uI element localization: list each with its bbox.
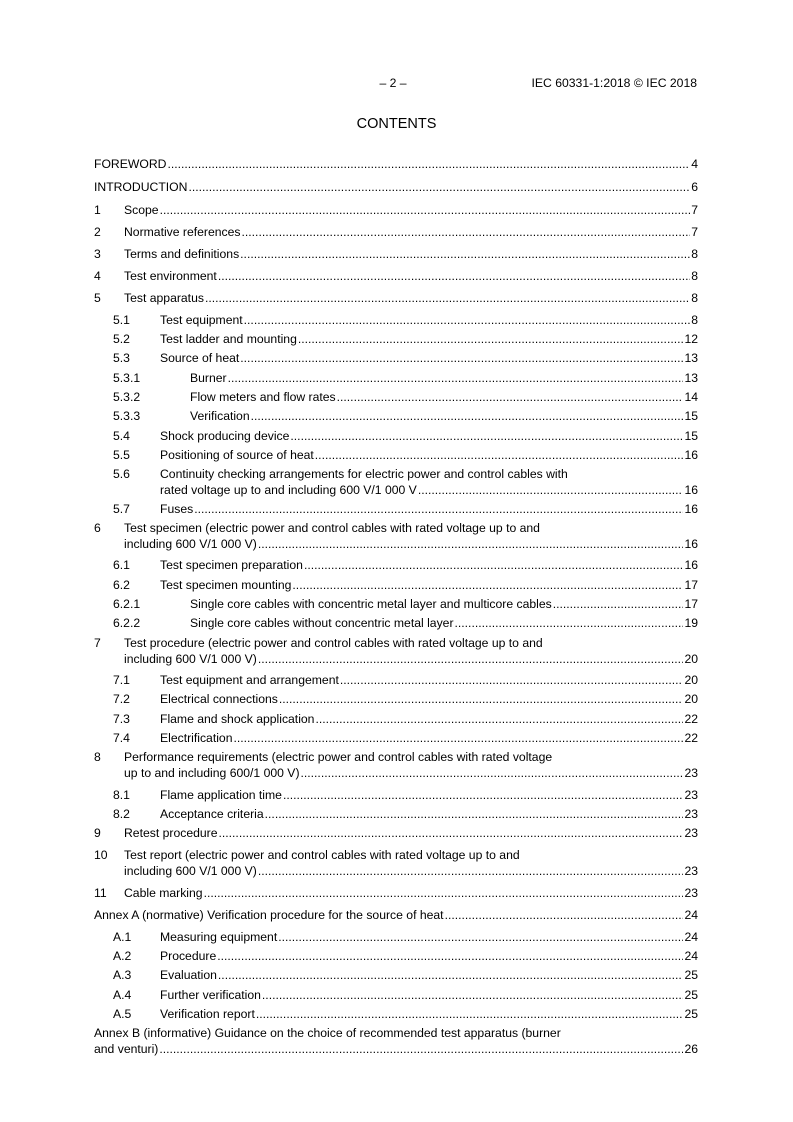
- toc-leader-dots: [258, 652, 684, 667]
- toc-entry[interactable]: [94, 908, 698, 923]
- toc-entry-number: 5.3.2: [113, 390, 141, 404]
- toc-page-number: 12: [684, 332, 698, 346]
- toc-entry-number: 5.2: [113, 332, 130, 346]
- toc-page-number: 15: [684, 429, 698, 443]
- toc-leader-dots: [418, 483, 684, 498]
- toc-entry-number: 5.5: [113, 448, 130, 462]
- toc-leader-dots: [256, 1007, 684, 1022]
- toc-leader-dots: [279, 692, 684, 707]
- toc-entry-number: 5.6: [113, 467, 130, 481]
- toc-entry-title: Annex A (normative) Verification procedure for the source of heat: [94, 908, 444, 922]
- toc-entry-title: Shock producing device: [160, 429, 290, 443]
- toc-entry[interactable]: [94, 247, 698, 262]
- toc-page-number: 25: [684, 988, 698, 1002]
- toc-entry[interactable]: [94, 731, 698, 746]
- toc-entry-number: 5.7: [113, 502, 130, 516]
- toc-entry-title: Flame and shock application: [160, 712, 315, 726]
- toc-entry[interactable]: [94, 409, 698, 424]
- toc-page-number: 25: [684, 968, 698, 982]
- toc-page-number: 7: [691, 225, 698, 239]
- toc-entry[interactable]: [94, 390, 698, 405]
- toc-entry-title: Test report (electric power and control cables with rated voltage up to and: [124, 848, 520, 862]
- toc-page-number: 19: [684, 616, 698, 630]
- toc-leader-dots: [219, 826, 684, 841]
- toc-entry-title: FOREWORD: [94, 157, 167, 171]
- toc-entry[interactable]: [94, 313, 698, 328]
- toc-leader-dots: [445, 908, 684, 923]
- toc-entry-number: 6.2: [113, 578, 130, 592]
- toc-entry-title: Performance requirements (electric power and control cables with rated voltage: [124, 750, 553, 764]
- toc-entry-number: 6.1: [113, 558, 130, 572]
- page-number: – 2 –: [379, 76, 407, 90]
- toc-entry-title: Annex B (informative) Guidance on the choice of recommended test apparatus (burner: [94, 1026, 561, 1040]
- toc-leader-dots: [218, 269, 690, 284]
- toc-entry[interactable]: [94, 558, 698, 573]
- toc-leader-dots: [240, 247, 690, 262]
- toc-page-number: 8: [691, 269, 698, 283]
- toc-page-number: 20: [684, 652, 698, 666]
- toc-entry-title: rated voltage up to and including 600 V/1 000 V: [160, 483, 417, 497]
- toc-entry[interactable]: [94, 712, 698, 727]
- toc-entry-number: 1: [94, 203, 101, 217]
- toc-entry[interactable]: [94, 750, 698, 781]
- toc-entry[interactable]: [94, 949, 698, 964]
- toc-entry-title: Test specimen mounting: [160, 578, 292, 592]
- toc-page-number: 25: [684, 1007, 698, 1021]
- toc-entry-title: Electrification: [160, 731, 233, 745]
- toc-entry-title: Electrical connections: [160, 692, 278, 706]
- toc-entry[interactable]: [94, 269, 698, 284]
- toc-entry-number: 8.2: [113, 807, 130, 821]
- toc-page-number: 16: [684, 483, 698, 497]
- toc-entry-title: Test equipment and arrangement: [160, 673, 339, 687]
- toc-page-number: 8: [691, 247, 698, 261]
- toc-entry[interactable]: [94, 826, 698, 841]
- toc-entry-number: 6.2.1: [113, 597, 141, 611]
- document-id: IEC 60331-1:2018 © IEC 2018: [531, 76, 697, 90]
- toc-entry-title: Flow meters and flow rates: [190, 390, 336, 404]
- toc-entry[interactable]: [94, 597, 698, 612]
- toc-entry-title: Test specimen (electric power and control cables with rated voltage up to and: [124, 521, 540, 535]
- toc-entry-title: Fuses: [160, 502, 194, 516]
- toc-entry[interactable]: [94, 1007, 698, 1022]
- toc-entry-number: 10: [94, 848, 108, 862]
- toc-leader-dots: [315, 712, 683, 727]
- toc-page-number: 16: [684, 558, 698, 572]
- toc-entry-title: including 600 V/1 000 V): [124, 537, 257, 551]
- toc-page-number: 24: [684, 930, 698, 944]
- toc-page-number: 4: [691, 157, 698, 171]
- toc-entry-number: 7.4: [113, 731, 130, 745]
- toc-leader-dots: [218, 968, 684, 983]
- toc-entry[interactable]: [94, 225, 698, 240]
- toc-entry[interactable]: [94, 848, 698, 879]
- toc-entry-number: 3: [94, 247, 101, 261]
- toc-entry-number: 9: [94, 826, 101, 840]
- toc-entry[interactable]: [94, 467, 698, 498]
- toc-page-number: 13: [684, 371, 698, 385]
- toc-entry[interactable]: [94, 616, 698, 631]
- toc-leader-dots: [304, 558, 683, 573]
- toc-page-number: 20: [684, 673, 698, 687]
- toc-page-number: 16: [684, 537, 698, 551]
- toc-entry[interactable]: [94, 968, 698, 983]
- toc-entry-number: 6: [94, 521, 101, 535]
- toc-leader-dots: [337, 390, 684, 405]
- toc-page-number: 20: [684, 692, 698, 706]
- toc-entry-number: 6.2.2: [113, 616, 141, 630]
- toc-page-number: 14: [684, 390, 698, 404]
- toc-entry-number: 8: [94, 750, 101, 764]
- toc-entry-number: 11: [94, 886, 107, 900]
- toc-leader-dots: [251, 409, 684, 424]
- toc-entry-title: INTRODUCTION: [94, 180, 188, 194]
- toc-leader-dots: [290, 429, 683, 444]
- toc-entry-title: Test procedure (electric power and control cables with rated voltage up to and: [124, 636, 543, 650]
- toc-page-number: 8: [691, 291, 698, 305]
- toc-entry-title: Test apparatus: [124, 291, 204, 305]
- toc-entry-number: 5.3: [113, 351, 130, 365]
- toc-leader-dots: [278, 930, 683, 945]
- toc-entry-number: 2: [94, 225, 101, 239]
- toc-entry[interactable]: [94, 291, 698, 306]
- toc-entry-title: Source of heat: [160, 351, 240, 365]
- toc-entry-title: Test equipment: [160, 313, 243, 327]
- toc-entry-number: A.3: [113, 968, 132, 982]
- toc-entry-title: Burner: [190, 371, 227, 385]
- toc-entry[interactable]: [94, 930, 698, 945]
- toc-entry[interactable]: [94, 886, 698, 901]
- toc-leader-dots: [167, 157, 690, 172]
- toc-page-number: 23: [684, 766, 698, 780]
- toc-page-number: 16: [684, 448, 698, 462]
- toc-leader-dots: [188, 180, 690, 195]
- toc-leader-dots: [455, 616, 684, 631]
- toc-page-number: 24: [684, 949, 698, 963]
- toc-entry[interactable]: [94, 157, 698, 172]
- toc-page-number: 23: [684, 807, 698, 821]
- toc-leader-dots: [262, 988, 684, 1003]
- toc-leader-dots: [242, 225, 691, 240]
- toc-leader-dots: [301, 766, 684, 781]
- toc-leader-dots: [233, 731, 683, 746]
- toc-entry[interactable]: [94, 988, 698, 1003]
- toc-entry-number: A.1: [113, 930, 132, 944]
- toc-entry-title: Test specimen preparation: [160, 558, 303, 572]
- toc-entry-title: including 600 V/1 000 V): [124, 652, 257, 666]
- toc-entry[interactable]: [94, 1026, 698, 1057]
- toc-page-number: 23: [684, 826, 698, 840]
- toc-page-number: 24: [684, 908, 698, 922]
- toc-entry[interactable]: [94, 692, 698, 707]
- toc-entry[interactable]: [94, 578, 698, 593]
- toc-page-number: 22: [684, 712, 698, 726]
- toc-leader-dots: [159, 1042, 683, 1057]
- toc-leader-dots: [340, 673, 684, 688]
- toc-page-number: 6: [691, 180, 698, 194]
- toc-page-number: 13: [684, 351, 698, 365]
- toc-entry-title: including 600 V/1 000 V): [124, 864, 257, 878]
- toc-page-number: 16: [684, 502, 698, 516]
- toc-entry-number: 7.3: [113, 712, 130, 726]
- toc-entry[interactable]: [94, 351, 698, 366]
- toc-entry-title: Verification: [190, 409, 250, 423]
- toc-entry[interactable]: [94, 180, 698, 195]
- toc-leader-dots: [240, 351, 683, 366]
- toc-entry[interactable]: [94, 636, 698, 667]
- toc-entry-number: A.4: [113, 988, 132, 1002]
- toc-entry-title: Normative references: [124, 225, 241, 239]
- page-title: CONTENTS: [356, 116, 437, 132]
- toc-entry-title: Continuity checking arrangements for electric power and control cables with: [160, 467, 568, 481]
- toc-leader-dots: [315, 448, 684, 463]
- toc-entry-title: Terms and definitions: [124, 247, 240, 261]
- toc-leader-dots: [258, 864, 684, 879]
- toc-leader-dots: [283, 788, 684, 803]
- toc-entry-number: A.2: [113, 949, 132, 963]
- toc-entry-number: 5.1: [113, 313, 130, 327]
- toc-entry-title: Cable marking: [124, 886, 203, 900]
- toc-entry-number: 8.1: [113, 788, 130, 802]
- toc-leader-dots: [553, 597, 684, 612]
- toc-leader-dots: [228, 371, 684, 386]
- toc-leader-dots: [205, 291, 690, 306]
- toc-leader-dots: [292, 578, 683, 593]
- toc-page-number: 17: [684, 597, 698, 611]
- toc-page-number: 7: [691, 203, 698, 217]
- toc-entry-title: Procedure: [160, 949, 217, 963]
- toc-entry[interactable]: [94, 807, 698, 822]
- toc-entry[interactable]: [94, 203, 698, 218]
- toc-leader-dots: [244, 313, 691, 328]
- toc-entry-number: 4: [94, 269, 101, 283]
- toc-page-number: 26: [684, 1042, 698, 1056]
- toc-entry-number: A.5: [113, 1007, 132, 1021]
- toc-entry[interactable]: [94, 673, 698, 688]
- toc-leader-dots: [298, 332, 684, 347]
- toc-entry-title: Flame application time: [160, 788, 282, 802]
- toc-entry-title: Acceptance criteria: [160, 807, 264, 821]
- toc-entry-number: 5.3.3: [113, 409, 141, 423]
- toc-leader-dots: [160, 203, 691, 218]
- toc-entry[interactable]: [94, 332, 698, 347]
- toc-leader-dots: [258, 537, 684, 552]
- toc-page-number: 17: [684, 578, 698, 592]
- toc-entry-title: Further verification: [160, 988, 261, 1002]
- toc-entry-title: Test environment: [124, 269, 217, 283]
- toc-entry-title: Evaluation: [160, 968, 217, 982]
- toc-entry[interactable]: [94, 521, 698, 552]
- toc-entry-title: Measuring equipment: [160, 930, 278, 944]
- toc-page-number: 23: [684, 788, 698, 802]
- toc-page-number: 15: [684, 409, 698, 423]
- toc-entry[interactable]: [94, 448, 698, 463]
- toc-entry-number: 7.2: [113, 692, 130, 706]
- toc-page-number: 8: [691, 313, 698, 327]
- toc-entry-title: Verification report: [160, 1007, 255, 1021]
- toc-entry-number: 5.3.1: [113, 371, 141, 385]
- toc-entry-title: Retest procedure: [124, 826, 218, 840]
- toc-page-number: 22: [684, 731, 698, 745]
- toc-entry[interactable]: [94, 502, 698, 517]
- toc-leader-dots: [217, 949, 683, 964]
- toc-entry-title: up to and including 600/1 000 V): [124, 766, 300, 780]
- toc-entry-title: Test ladder and mounting: [160, 332, 297, 346]
- page-header: [0, 76, 793, 92]
- toc-entry[interactable]: [94, 788, 698, 803]
- toc-entry[interactable]: [94, 371, 698, 386]
- toc-entry-title: Single core cables with concentric metal layer and multicore cables: [190, 597, 552, 611]
- toc-entry-title: Single core cables without concentric metal layer: [190, 616, 454, 630]
- toc-leader-dots: [194, 502, 683, 517]
- toc-leader-dots: [204, 886, 684, 901]
- toc-entry-title: Scope: [124, 203, 159, 217]
- toc-entry-number: 7.1: [113, 673, 130, 687]
- toc-entry-number: 5.4: [113, 429, 130, 443]
- toc-entry-number: 5: [94, 291, 101, 305]
- toc-page-number: 23: [684, 864, 698, 878]
- toc-entry-title: Positioning of source of heat: [160, 448, 314, 462]
- toc-page-number: 23: [684, 886, 698, 900]
- toc-leader-dots: [265, 807, 684, 822]
- toc-entry[interactable]: [94, 429, 698, 444]
- toc-entry-number: 7: [94, 636, 101, 650]
- toc-entry-title: and venturi): [94, 1042, 159, 1056]
